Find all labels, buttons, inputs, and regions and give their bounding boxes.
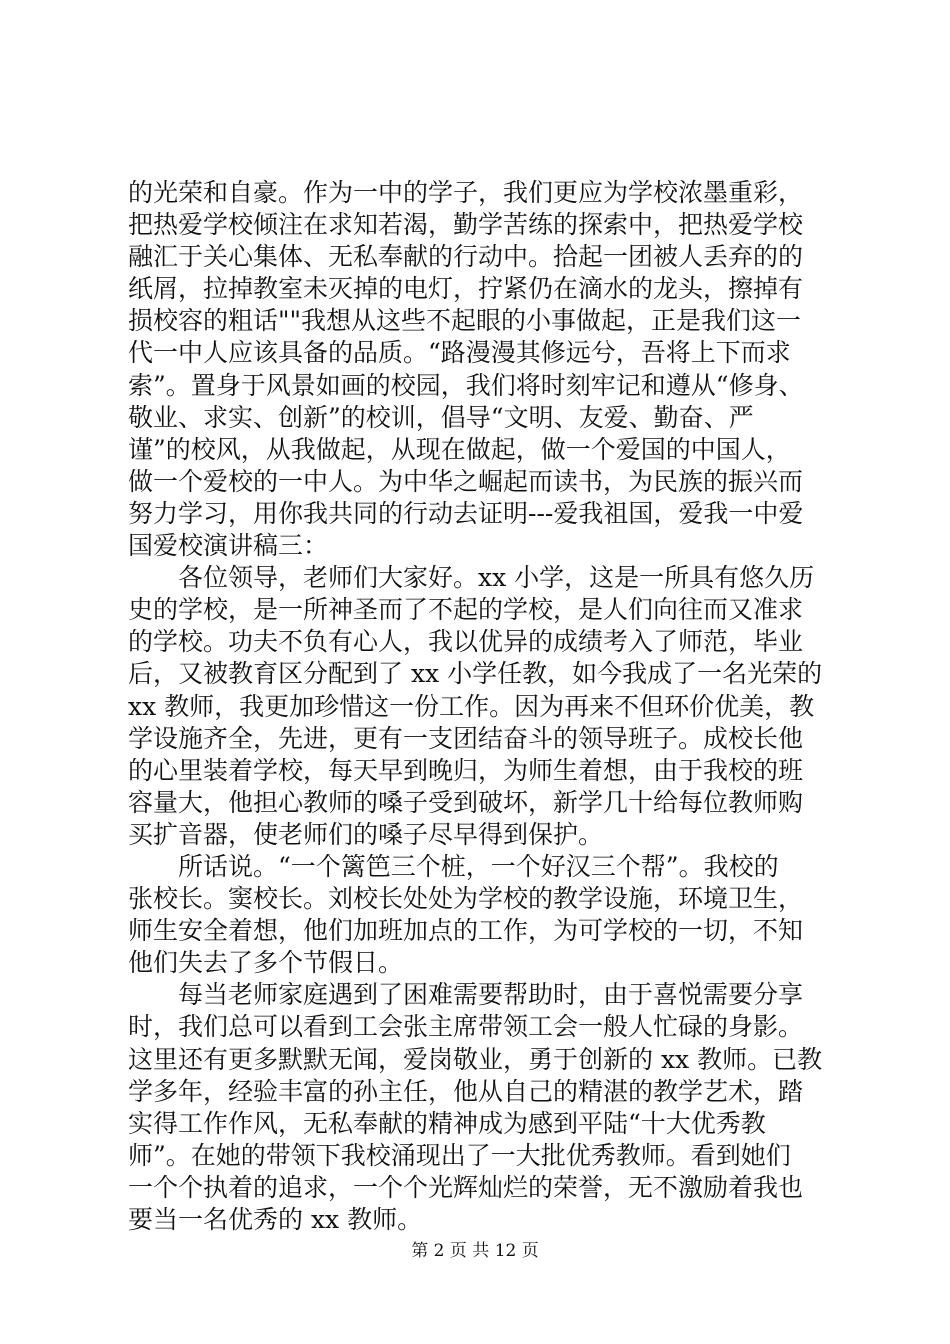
- text-line: 代一中人应该具备的品质。“路漫漫其修远兮，吾将上下而求: [128, 338, 791, 368]
- text-line: 学设施齐全，先进，更有一支团结奋斗的领导班子。成校长他: [128, 723, 804, 753]
- text-line: 他们失去了多个节假日。: [128, 948, 404, 978]
- text-line: 努力学习，用你我共同的行动去证明---爱我祖国，爱我一中爱: [128, 498, 804, 528]
- text-line: 实得工作作风，无私奉献的精神成为感到平陆“十大优秀教: [128, 1108, 766, 1138]
- text-line: 张校长。窦校长。刘校长处处为学校的教学设施，环境卫生，: [128, 884, 804, 914]
- text-line: 要当一名优秀的 xx 教师。: [128, 1205, 423, 1234]
- text-line: 各位领导，老师们大家好。xx 小学，这是一所具有悠久历: [128, 563, 815, 593]
- text-line: 损校容的粗话""我想从这些不起眼的小事做起，正是我们这一: [128, 306, 802, 336]
- text-line: 谨”的校风，从我做起，从现在做起，做一个爱国的中国人，: [128, 434, 791, 464]
- text-line: 一个个执着的追求，一个个光辉灿烂的荣誉，无不激励着我也: [128, 1172, 804, 1202]
- text-line: 的学校。功夫不负有心人，我以优异的成绩考入了师范，毕业: [128, 627, 804, 657]
- text-line: 的光荣和自豪。作为一中的学子，我们更应为学校浓墨重彩，: [128, 178, 804, 207]
- text-line: 做一个爱校的一中人。为中华之崛起而读书，为民族的振兴而: [128, 466, 804, 496]
- text-line: 纸屑，拉掉教室未灭掉的电灯，拧紧仍在滴水的龙头，擦掉有: [128, 274, 804, 304]
- text-line: 所话说。“一个篱笆三个桩，一个好汉三个帮”。我校的: [128, 851, 779, 881]
- text-line: 这里还有更多默默无闻，爱岗敬业，勇于创新的 xx 教师。已教: [128, 1044, 823, 1074]
- text-line: 时，我们总可以看到工会张主席带领工会一般人忙碌的身影。: [128, 1012, 804, 1042]
- text-line: 融汇于关心集体、无私奉献的行动中。拾起一团被人丢弃的的: [128, 242, 804, 272]
- text-line: 国爱校演讲稿三：: [128, 531, 329, 561]
- text-line: 师”。在她的带领下我校涌现出了一大批优秀教师。看到她们: [128, 1140, 791, 1170]
- text-line: 把热爱学校倾注在求知若渴，勤学苦练的探索中，把热爱学校: [128, 210, 804, 240]
- body-text: [128, 177, 838, 1236]
- text-line: 每当老师家庭遇到了困难需要帮助时，由于喜悦需要分享: [128, 980, 804, 1010]
- text-line: 师生安全着想，他们加班加点的工作，为可学校的一切，不知: [128, 916, 804, 946]
- text-line: 买扩音器，使老师们的嗓子尽早得到保护。: [128, 819, 604, 849]
- text-line: xx 教师，我更加珍惜这一份工作。因为再来不但环价优美，教: [128, 691, 815, 721]
- text-line: 史的学校，是一所神圣而了不起的学校，是人们向往而又准求: [128, 595, 804, 625]
- text-line: 后，又被教育区分配到了 xx 小学任教，如今我成了一名光荣的: [128, 659, 823, 689]
- text-line: 索”。置身于风景如画的校园，我们将时刻牢记和遵从“修身、: [128, 370, 804, 400]
- page-footer: 第 2 页 共 12 页: [411, 1241, 539, 1261]
- text-line: 的心里装着学校，每天早到晚归，为师生着想，由于我校的班: [128, 755, 804, 785]
- text-line: 学多年，经验丰富的孙主任，他从自己的精湛的教学艺术，踏: [128, 1076, 804, 1106]
- text-line: 容量大，他担心教师的嗓子受到破坏，新学几十给每位教师购: [128, 787, 804, 817]
- text-line: 敬业、求实、创新”的校训，倡导“文明、友爱、勤奋、严: [128, 402, 754, 432]
